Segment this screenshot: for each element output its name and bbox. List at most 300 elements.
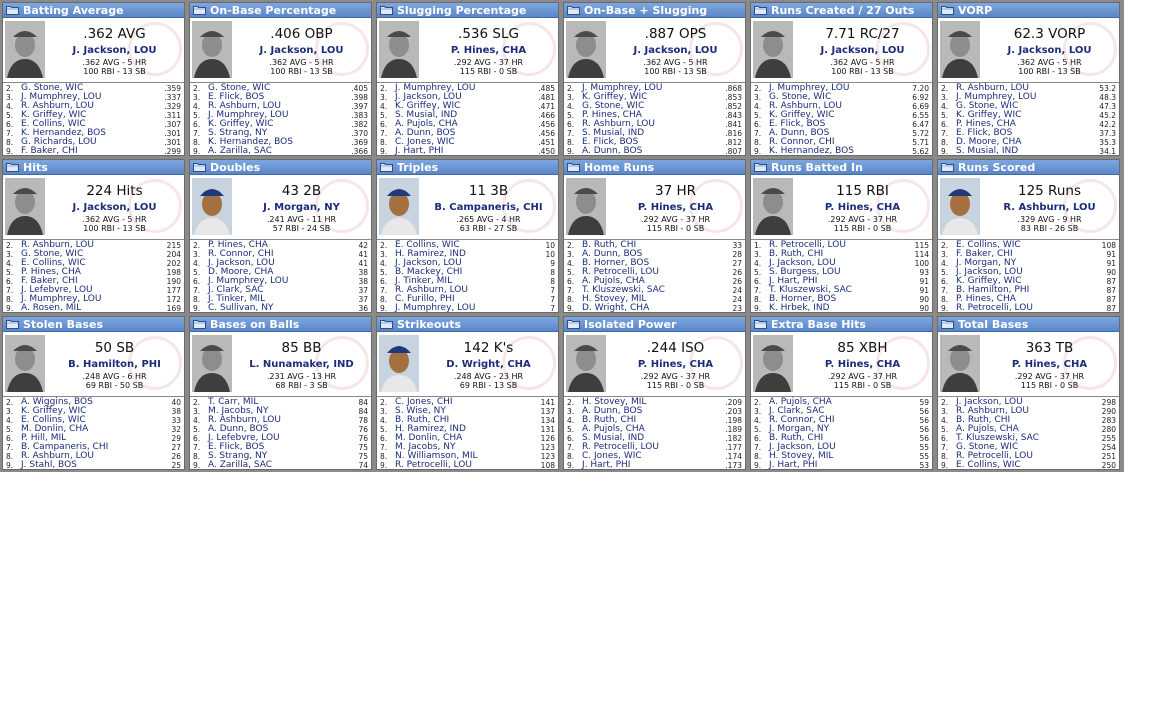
stat-value: 91 [919,286,929,295]
rank: 2. [193,84,201,93]
player-name[interactable]: E. Collins, WIC [21,415,86,425]
list-item[interactable] [564,147,745,156]
vintage-player-photo[interactable] [192,335,232,392]
player-name[interactable]: P. Hill, MIL [21,433,67,443]
player-name[interactable]: H. Ramirez, IND [395,424,466,434]
player-name[interactable]: S. Strang, NY [208,128,268,138]
color-player-photo[interactable] [379,335,419,392]
stat-value: 33 [171,416,181,425]
leader-name[interactable]: J. Jackson, LOU [72,45,157,56]
player-name[interactable]: S. Wise, NY [395,406,446,416]
rank: 3. [567,93,575,102]
panel-header[interactable] [377,160,558,175]
player-name[interactable]: E. Flick, BOS [208,442,265,452]
player-name[interactable]: J. Tinker, MIL [208,294,266,304]
player-name[interactable]: R. Ashburn, LOU [208,415,281,425]
stat-value: .329 [164,102,181,111]
stat-value: 172 [166,295,181,304]
folder-icon [193,5,206,15]
leader-name[interactable]: J. Morgan, NY [263,202,340,213]
vintage-player-photo[interactable] [566,178,606,235]
player-name[interactable]: C. Jones, CHI [395,397,453,407]
rank: 7. [6,286,14,295]
player-name[interactable]: H. Ramirez, IND [395,249,466,259]
player-name[interactable]: G. Stone, WIC [208,83,271,93]
player-name[interactable]: A. Dunn, BOS [395,128,456,138]
player-name[interactable]: A. Pujols, CHA [769,397,832,407]
stat-value: 10 [545,250,555,259]
list-item[interactable] [751,147,932,156]
leader-name[interactable]: J. Jackson, LOU [820,45,905,56]
leader-box[interactable] [190,18,371,83]
leader-box[interactable] [938,18,1119,83]
list-item[interactable] [564,461,745,470]
player-name[interactable]: G. Stone, WIC [956,101,1019,111]
player-name[interactable]: R. Petrocelli, LOU [956,303,1033,313]
player-name[interactable]: E. Collins, WIC [956,460,1021,470]
leader-list [564,83,745,156]
player-name[interactable]: T. Kluszewski, SAC [769,285,852,295]
player-name[interactable]: G. Stone, WIC [582,101,645,111]
stat-value: 123 [540,443,555,452]
player-name[interactable]: G. Stone, WIC [21,249,84,259]
panel-header[interactable] [564,317,745,332]
player-name[interactable]: H. Stovey, MIL [582,397,647,407]
stat-value: 48.3 [1099,93,1116,102]
list-item[interactable] [938,304,1119,313]
leader-name[interactable]: P. Hines, CHA [637,202,714,213]
player-name[interactable]: C. Jones, WIC [582,451,642,461]
player-name[interactable]: B. Mackey, CHI [395,267,463,277]
player-name[interactable]: J. Jackson, LOU [956,267,1023,277]
player-name[interactable]: K. Griffey, WIC [21,406,87,416]
player-name[interactable]: P. Hines, CHA [582,110,642,120]
player-name[interactable]: J. Mumphrey, LOU [582,83,663,93]
player-name[interactable]: J. Clark, SAC [208,285,264,295]
stat-value: .868 [725,84,742,93]
player-name[interactable]: S. Musial, IND [582,433,645,443]
player-name[interactable]: B. Campaneris, CHI [21,442,109,452]
rank: 3. [754,250,762,259]
player-name[interactable]: P. Hines, CHA [956,119,1016,129]
panel-header[interactable] [751,3,932,18]
player-name[interactable]: A. Wiggins, BOS [21,397,93,407]
leader-name[interactable]: J. Jackson, LOU [259,45,344,56]
player-name[interactable]: K. Griffey, WIC [208,119,274,129]
player-name[interactable]: C. Sullivan, NY [208,303,274,313]
player-name[interactable]: J. Lefebvre, LOU [21,285,93,295]
player-name[interactable]: A. Dunn, BOS [769,128,830,138]
rank: 9. [193,147,201,156]
player-name[interactable]: K. Hernandez, BOS [208,137,293,147]
player-name[interactable]: J. Hart, PHI [395,146,444,156]
leader-panel-vorp [937,2,1120,156]
color-player-photo[interactable] [192,178,232,235]
leader-box[interactable] [377,18,558,83]
player-name[interactable]: S. Musial, IND [395,110,458,120]
panel-header[interactable] [3,3,184,18]
list-item[interactable] [377,304,558,313]
list-item[interactable] [377,147,558,156]
stat-value: 37 [358,295,368,304]
list-item[interactable] [3,147,184,156]
leader-panel-triples [376,159,559,313]
player-name[interactable]: R. Ashburn, LOU [208,101,281,111]
stat-value: .182 [725,434,742,443]
vintage-player-photo[interactable] [379,21,419,78]
player-name[interactable]: K. Griffey, WIC [395,101,461,111]
player-name[interactable]: A. Dunn, BOS [582,249,643,259]
stat-value: .189 [725,425,742,434]
player-name[interactable]: B. Ruth, CHI [956,415,1011,425]
leader-list [190,397,371,470]
player-name[interactable]: G. Stone, WIC [769,92,832,102]
player-name[interactable]: C. Jones, WIC [395,137,455,147]
player-name[interactable]: E. Collins, WIC [21,119,86,129]
player-name[interactable]: T. Kluszewski, SAC [956,433,1039,443]
list-item[interactable] [751,304,932,313]
vintage-player-photo[interactable] [566,21,606,78]
player-name[interactable]: A. Pujols, CHA [582,424,645,434]
list-item[interactable] [3,461,184,470]
player-name[interactable]: J. Mumphrey, LOU [208,276,289,286]
player-name[interactable]: K. Griffey, WIC [956,110,1022,120]
player-name[interactable]: J. Jackson, LOU [956,397,1023,407]
player-name[interactable]: A. Dunn, BOS [208,424,269,434]
leader-box[interactable] [938,175,1119,240]
leader-name[interactable]: R. Ashburn, LOU [1003,202,1096,213]
list-item[interactable] [938,147,1119,156]
player-name[interactable]: H. Stovey, MIL [769,451,834,461]
player-name[interactable]: E. Collins, WIC [956,240,1021,250]
leader-box[interactable] [190,332,371,397]
player-name[interactable]: E. Flick, BOS [582,137,639,147]
stat-value: .843 [725,111,742,120]
panel-header[interactable] [377,3,558,18]
stat-value: 27 [732,259,742,268]
leader-name[interactable]: J. Jackson, LOU [1007,45,1092,56]
player-name[interactable]: R. Ashburn, LOU [21,101,94,111]
player-name[interactable]: A. Zarilla, SAC [208,460,273,470]
player-name[interactable]: J. Jackson, LOU [395,92,462,102]
rank: 4. [754,102,762,111]
player-name[interactable]: E. Flick, BOS [769,119,826,129]
panel-header[interactable] [190,160,371,175]
player-name[interactable]: H. Stovey, MIL [582,294,647,304]
panel-header[interactable] [3,160,184,175]
player-name[interactable]: R. Ashburn, LOU [582,119,655,129]
panel-header[interactable] [564,160,745,175]
player-name[interactable]: K. Griffey, WIC [956,276,1022,286]
list-item[interactable] [938,461,1119,470]
leader-name[interactable]: J. Jackson, LOU [72,202,157,213]
player-name[interactable]: N. Williamson, MIL [395,451,478,461]
vintage-player-photo[interactable] [753,178,793,235]
leader-name[interactable]: J. Jackson, LOU [633,45,718,56]
rank: 9. [567,147,575,156]
leader-box[interactable] [3,175,184,240]
player-name[interactable]: F. Baker, CHI [956,249,1013,259]
rank: 3. [193,407,201,416]
player-name[interactable]: R. Petrocelli, LOU [956,451,1033,461]
player-name[interactable]: J. Jackson, LOU [769,442,836,452]
leader-panel-doubles [189,159,372,313]
player-name[interactable]: F. Baker, CHI [21,146,78,156]
panel-header[interactable] [938,3,1119,18]
player-name[interactable]: J. Hart, PHI [582,460,631,470]
list-item[interactable] [190,147,371,156]
panel-header[interactable] [377,317,558,332]
player-name[interactable]: B. Ruth, CHI [769,433,824,443]
panel-header[interactable] [751,317,932,332]
player-name[interactable]: E. Collins, WIC [21,258,86,268]
leader-name[interactable]: P. Hines, CHA [824,202,901,213]
rank: 7. [754,286,762,295]
leader-name[interactable]: B. Hamilton, PHI [68,359,161,370]
leader-panel-slugging-percentage [376,2,559,156]
player-name[interactable]: E. Flick, BOS [956,128,1013,138]
player-name[interactable]: R. Petrocelli, LOU [769,240,846,250]
player-name[interactable]: G. Richards, LOU [21,137,97,147]
player-name[interactable]: R. Ashburn, LOU [769,101,842,111]
player-name[interactable]: J. Hart, PHI [769,276,818,286]
player-name[interactable]: D. Wright, CHA [582,303,650,313]
stat-value: 177 [166,286,181,295]
player-name[interactable]: R. Connor, CHI [769,137,835,147]
leader-value: .244 ISO [646,340,705,356]
list-item[interactable] [564,304,745,313]
rank: 7. [6,129,14,138]
player-name[interactable]: J. Lefebvre, LOU [208,433,280,443]
rank: 8. [193,452,201,461]
player-name[interactable]: E. Flick, BOS [208,92,265,102]
player-name[interactable]: J. Morgan, NY [769,424,830,434]
stat-value: 123 [540,452,555,461]
player-name[interactable]: R. Petrocelli, LOU [582,267,659,277]
player-name[interactable]: B. Hamilton, PHI [956,285,1030,295]
player-name[interactable]: E. Collins, WIC [395,240,460,250]
vintage-player-photo[interactable] [5,335,45,392]
player-name[interactable]: P. Hines, CHA [208,240,268,250]
leader-box[interactable] [938,332,1119,397]
stat-value: 75 [358,443,368,452]
leader-box[interactable] [564,175,745,240]
stat-value: .481 [538,93,555,102]
player-name[interactable]: T. Kluszewski, SAC [582,285,665,295]
leader-name[interactable]: P. Hines, CHA [450,45,527,56]
leader-name[interactable]: P. Hines, CHA [637,359,714,370]
player-name[interactable]: K. Hernandez, BOS [769,146,854,156]
list-item[interactable] [190,461,371,470]
player-name[interactable]: R. Petrocelli, LOU [395,460,472,470]
panel-title: Home Runs [584,160,655,174]
panel-title: Slugging Percentage [397,3,527,17]
player-name[interactable]: R. Connor, CHI [769,415,835,425]
player-name[interactable]: A. Dunn, BOS [582,146,643,156]
player-name[interactable]: J. Jackson, LOU [395,258,462,268]
player-name[interactable]: J. Morgan, NY [956,258,1017,268]
stat-value: 26 [732,268,742,277]
panel-header[interactable] [564,3,745,18]
color-player-photo[interactable] [940,178,980,235]
leader-box[interactable] [751,332,932,397]
player-name[interactable]: M. Jacobs, NY [208,406,269,416]
player-name[interactable]: A. Pujols, CHA [395,119,458,129]
leader-stats-line-2: 115 RBI - 0 SB [1020,381,1079,390]
player-name[interactable]: J. Mumphrey, LOU [956,92,1037,102]
player-name[interactable]: J. Jackson, LOU [769,258,836,268]
player-name[interactable]: K. Hernandez, BOS [21,128,106,138]
rank: 3. [380,93,388,102]
player-name[interactable]: J. Mumphrey, LOU [395,303,476,313]
rank: 7. [754,443,762,452]
leader-name[interactable]: B. Campaneris, CHI [434,202,543,213]
player-name[interactable]: J. Clark, SAC [769,406,825,416]
player-name[interactable]: J. Stahl, BOS [21,460,77,470]
player-name[interactable]: J. Mumphrey, LOU [769,83,850,93]
panel-title: On-Base + Slugging [584,3,708,17]
panel-header[interactable] [751,160,932,175]
list-item[interactable] [3,304,184,313]
player-name[interactable]: B. Ruth, CHI [395,415,450,425]
rank: 5. [380,111,388,120]
leader-box[interactable] [564,18,745,83]
player-name[interactable]: J. Hart, PHI [769,460,818,470]
player-name[interactable]: J. Mumphrey, LOU [395,83,476,93]
vintage-player-photo[interactable] [753,335,793,392]
player-name[interactable]: P. Hines, CHA [21,267,81,277]
player-name[interactable]: R. Connor, CHI [208,249,274,259]
leader-box[interactable] [3,332,184,397]
vintage-player-photo[interactable] [940,335,980,392]
leader-name[interactable]: L. Nunamaker, IND [249,359,354,370]
player-name[interactable]: F. Baker, CHI [21,276,78,286]
panel-header[interactable] [190,317,371,332]
player-name[interactable]: B. Horner, BOS [769,294,837,304]
player-name[interactable]: B. Horner, BOS [582,258,650,268]
player-name[interactable]: K. Griffey, WIC [21,110,87,120]
player-name[interactable]: B. Ruth, CHI [582,240,637,250]
player-name[interactable]: A. Rosen, MIL [21,303,82,313]
player-name[interactable]: C. Furillo, PHI [395,294,455,304]
leader-panel-total-bases [937,316,1120,470]
player-name[interactable]: R. Ashburn, LOU [956,406,1029,416]
player-name[interactable]: M. Jacobs, NY [395,442,456,452]
rank: 6. [193,120,201,129]
rank: 2. [380,241,388,250]
panel-title: Doubles [210,160,261,174]
player-name[interactable]: A. Pujols, CHA [582,276,645,286]
list-item[interactable] [377,461,558,470]
list-item[interactable] [190,304,371,313]
stat-value: 7 [550,286,555,295]
rank: 4. [193,416,201,425]
rank: 5. [941,268,949,277]
player-name[interactable]: R. Ashburn, LOU [21,240,94,250]
stat-value: 126 [540,434,555,443]
leader-box[interactable] [3,18,184,83]
leader-stats-line-1: .248 AVG - 6 HR [82,372,147,381]
player-name[interactable]: S. Strang, NY [208,451,268,461]
panel-header[interactable] [938,160,1119,175]
leader-box[interactable] [190,175,371,240]
player-name[interactable]: K. Griffey, WIC [582,92,648,102]
color-player-photo[interactable] [379,178,419,235]
player-name[interactable]: G. Stone, WIC [956,442,1019,452]
player-name[interactable]: K. Griffey, WIC [769,110,835,120]
panel-header[interactable] [190,3,371,18]
folder-icon [6,5,19,15]
list-item[interactable] [751,461,932,470]
rank: 6. [6,434,14,443]
stat-value: 8 [550,277,555,286]
folder-icon [567,162,580,172]
leader-box[interactable] [377,175,558,240]
rank: 7. [567,129,575,138]
player-name[interactable]: M. Donlin, CHA [395,433,463,443]
player-name[interactable]: B. Ruth, CHI [582,415,637,425]
player-name[interactable]: K. Hrbek, IND [769,303,830,313]
leader-stats-line-1: .292 AVG - 37 HR [1014,372,1085,381]
leader-box[interactable] [564,332,745,397]
leader-stats-line-2: 100 RBI - 13 SB [83,67,146,76]
leader-list [3,240,184,313]
vintage-player-photo[interactable] [192,21,232,78]
player-name[interactable]: J. Tinker, MIL [395,276,453,286]
player-name[interactable]: P. Hines, CHA [956,294,1016,304]
player-name[interactable]: J. Mumphrey, LOU [21,92,102,102]
leader-box[interactable] [751,175,932,240]
player-name[interactable]: R. Petrocelli, LOU [582,442,659,452]
player-name[interactable]: T. Carr, MIL [208,397,259,407]
leader-name[interactable]: D. Wright, CHA [446,359,531,370]
leader-name[interactable]: P. Hines, CHA [1011,359,1088,370]
leader-name[interactable]: P. Hines, CHA [824,359,901,370]
player-name[interactable]: S. Musial, IND [956,146,1019,156]
player-name[interactable]: B. Ruth, CHI [769,249,824,259]
player-name[interactable]: S. Musial, IND [582,128,645,138]
vintage-player-photo[interactable] [940,21,980,78]
player-name[interactable]: D. Moore, CHA [208,267,274,277]
player-name[interactable]: R. Ashburn, LOU [956,83,1029,93]
stat-value: 190 [166,277,181,286]
player-name[interactable]: G. Stone, WIC [21,83,84,93]
rank: 8. [380,452,388,461]
vintage-player-photo[interactable] [566,335,606,392]
stat-value: .853 [725,93,742,102]
vintage-player-photo[interactable] [5,21,45,78]
player-name[interactable]: M. Donlin, CHA [21,424,89,434]
leader-stats-line-1: .292 AVG - 37 HR [640,372,711,381]
leader-box[interactable] [377,332,558,397]
player-name[interactable]: J. Mumphrey, LOU [208,110,289,120]
stat-value: 90 [1106,268,1116,277]
player-name[interactable]: R. Ashburn, LOU [21,451,94,461]
panel-header[interactable] [938,317,1119,332]
player-name[interactable]: A. Dunn, BOS [582,406,643,416]
player-name[interactable]: R. Ashburn, LOU [395,285,468,295]
player-name[interactable]: A. Zarilla, SAC [208,146,273,156]
player-name[interactable]: S. Burgess, LOU [769,267,841,277]
vintage-player-photo[interactable] [753,21,793,78]
player-name[interactable]: D. Moore, CHA [956,137,1022,147]
player-name[interactable]: A. Pujols, CHA [956,424,1019,434]
vintage-player-photo[interactable] [5,178,45,235]
player-name[interactable]: J. Jackson, LOU [208,258,275,268]
panel-header[interactable] [3,317,184,332]
leader-box[interactable] [751,18,932,83]
player-name[interactable]: J. Mumphrey, LOU [21,294,102,304]
